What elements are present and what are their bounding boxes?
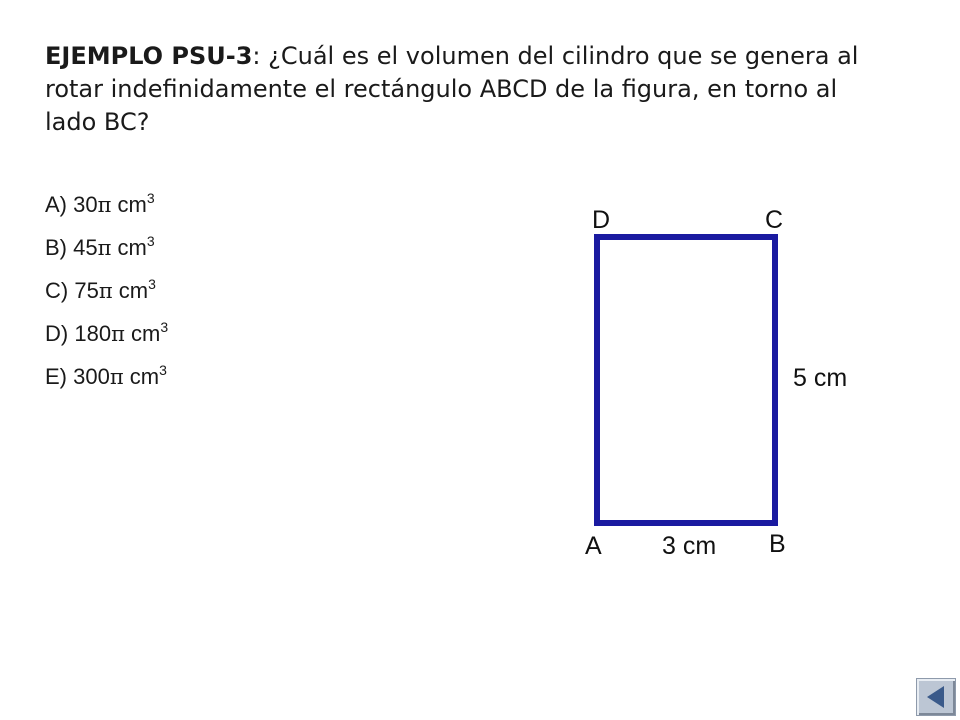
pi-symbol: π	[98, 279, 113, 303]
option-a: A) 30π $cm^3$	[45, 190, 155, 217]
answer-options	[45, 180, 168, 395]
question-label: EJEMPLO PSU-3	[45, 42, 253, 70]
option-e: E) 300π $cm^3$	[45, 362, 167, 389]
rectangle-figure	[578, 196, 878, 566]
pi-symbol: π	[97, 236, 112, 260]
pi-symbol: π	[109, 365, 124, 389]
side-bc-length: 5 cm	[793, 364, 848, 392]
question-text	[45, 40, 895, 139]
triangle-left-icon	[917, 679, 955, 715]
side-ab-length: 3 cm	[662, 532, 717, 560]
pi-symbol: π	[97, 193, 112, 217]
question-body: : ¿Cuál es el volumen del cilindro que se genera al rotar indefinidamente el rectángulo ABCD de la figura, en torno al lado BC?	[45, 42, 859, 136]
rectangle-abcd	[597, 237, 775, 523]
option-d: D) 180π $cm^3$	[45, 319, 169, 346]
back-button[interactable]	[916, 678, 956, 716]
vertex-a-label: A	[585, 532, 602, 560]
option-c: C) 75π $cm^3$	[45, 276, 156, 303]
pi-symbol: π	[111, 322, 125, 346]
option-b: B) 45π $cm^3$	[45, 233, 155, 260]
vertex-c-label: C	[765, 206, 784, 234]
vertex-b-label: B	[769, 530, 786, 558]
vertex-d-label: D	[592, 206, 611, 234]
